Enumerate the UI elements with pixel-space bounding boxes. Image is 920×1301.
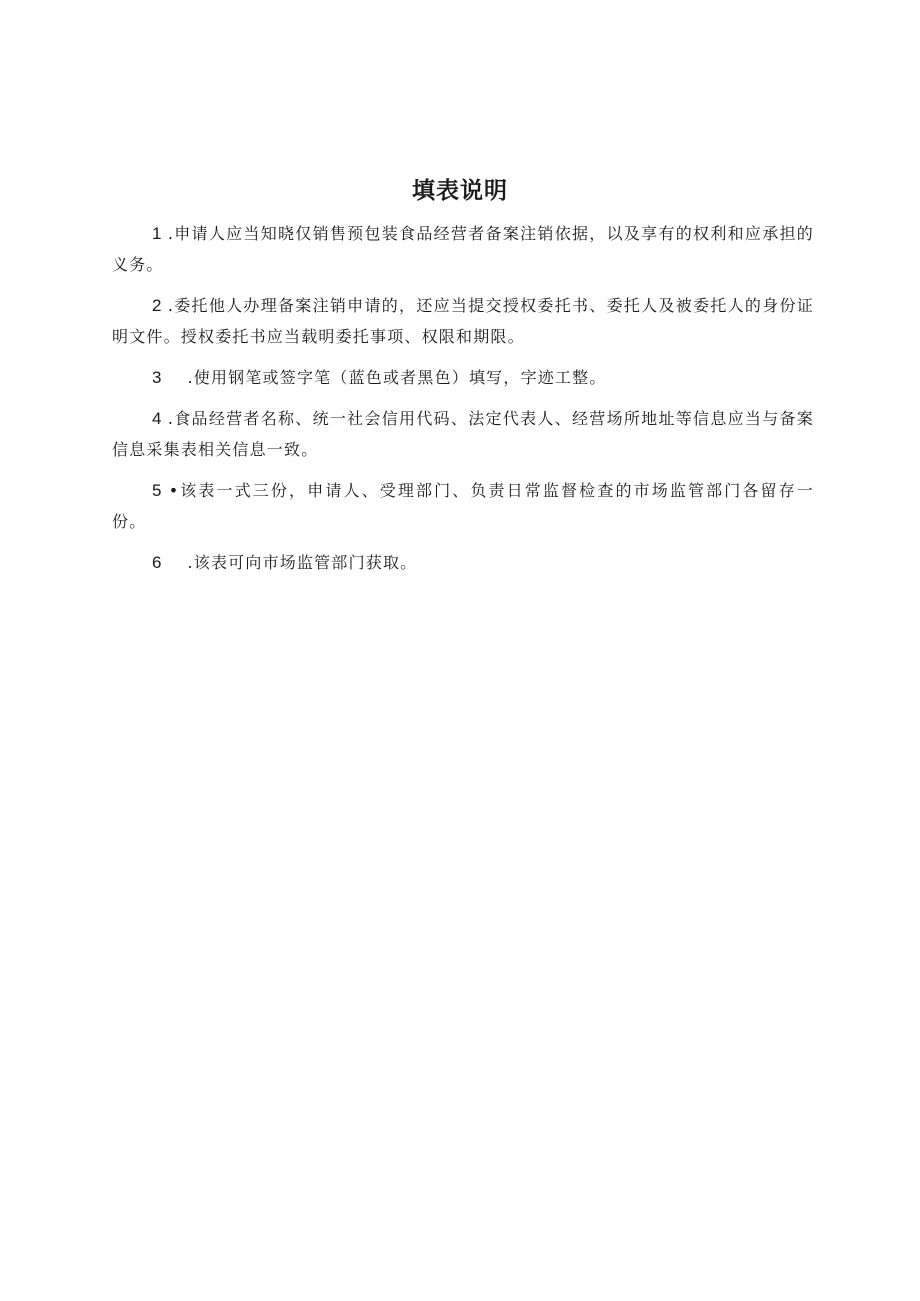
- item-text: 委托他人办理备案注销申请的，还应当提交授权委托书、委托人及被委托人的身份证明文件。授权委托书应当载明委托事项、权限和期限。: [112, 296, 814, 346]
- item-text: 食品经营者名称、统一社会信用代码、法定代表人、经营场所地址等信息应当与备案信息采集表相关信息一致。: [112, 409, 814, 459]
- document-title: 填表说明: [412, 177, 508, 203]
- item-separator: .: [187, 553, 194, 572]
- instructions-list: [112, 218, 814, 588]
- instruction-item-6: [112, 547, 814, 578]
- instruction-item-1: [112, 218, 814, 280]
- item-number: 1: [152, 224, 162, 243]
- item-number: 2: [152, 296, 162, 315]
- item-text: 申请人应当知晓仅销售预包装食品经营者备案注销依据，以及享有的权利和应承担的义务。: [112, 224, 814, 274]
- item-text: 该表一式三份，申请人、受理部门、负责日常监督检查的市场监管部门各留存一份。: [112, 481, 814, 531]
- instruction-item-5: [112, 475, 814, 537]
- item-text: 该表可向市场监管部门获取。: [193, 553, 418, 572]
- item-number: 6: [152, 553, 162, 572]
- item-number: 4: [152, 409, 162, 428]
- item-separator: .: [167, 409, 175, 428]
- item-separator: .: [187, 368, 194, 387]
- item-number: 5: [152, 481, 162, 500]
- item-text: 使用钢笔或签字笔（蓝色或者黑色）填写，字迹工整。: [193, 368, 607, 387]
- instruction-item-3: [112, 362, 814, 393]
- item-separator: .: [167, 224, 175, 243]
- item-separator: •: [168, 481, 180, 500]
- item-number: 3: [152, 368, 162, 387]
- instruction-item-2: [112, 290, 814, 352]
- instruction-item-4: [112, 403, 814, 465]
- item-separator: .: [167, 296, 175, 315]
